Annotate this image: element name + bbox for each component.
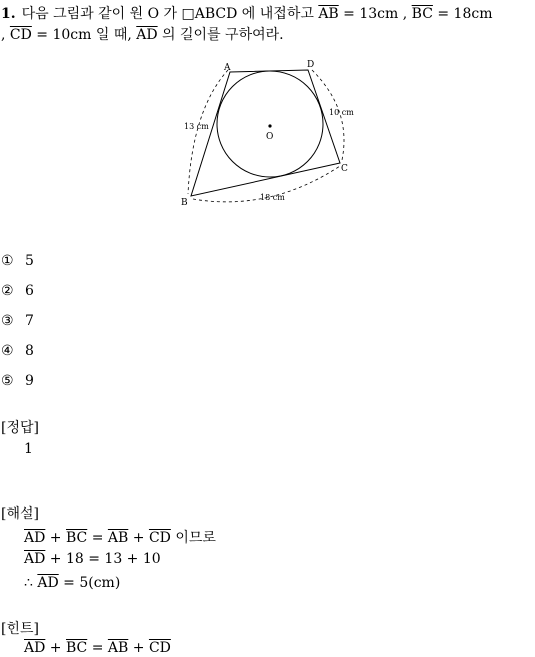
equation-rest: + 18 = 13 + 10 xyxy=(45,551,161,567)
choice-5[interactable] xyxy=(1,373,34,389)
plus-sign: + xyxy=(45,530,66,546)
segment-ab: $\overline{AB}$ xyxy=(318,6,339,22)
equation-result: = 5(cm) xyxy=(58,575,121,591)
length-bc: 18 cm xyxy=(260,193,285,202)
segment-ab: $\overline{AB}$ xyxy=(107,530,129,546)
segment-ab: $\overline{AB}$ xyxy=(107,640,129,656)
hint-label: [힌트] xyxy=(1,621,39,637)
choice-value: 5 xyxy=(25,253,34,269)
question-text-part1: 다음 그림과 같이 원 O 가 □ABCD 에 내접하고 xyxy=(21,6,319,22)
segment-cd: $\overline{CD}$ xyxy=(148,530,171,546)
choice-2[interactable] xyxy=(1,283,34,299)
segment-cd: $\overline{CD}$ xyxy=(148,640,171,656)
explanation-line-2 xyxy=(24,551,161,567)
segment-ad: $\overline{AD}$ xyxy=(24,640,46,656)
length-ab: 13 cm xyxy=(184,122,209,131)
equals-sign: = xyxy=(87,530,108,546)
choice-4[interactable] xyxy=(1,343,34,359)
hint-line xyxy=(24,640,171,656)
choice-marker: ④ xyxy=(1,343,14,359)
choice-value: 6 xyxy=(25,283,34,299)
choice-marker: ③ xyxy=(1,313,14,329)
segment-bc: $\overline{BC}$ xyxy=(411,6,433,22)
question-line-1 xyxy=(1,3,492,23)
label-c: C xyxy=(341,164,348,174)
segment-cd: $\overline{CD}$ xyxy=(9,27,32,43)
segment-ad: $\overline{AD}$ xyxy=(136,27,158,43)
choice-1[interactable] xyxy=(1,253,34,269)
choice-marker: ⑤ xyxy=(1,373,14,389)
segment-ad: $\overline{AD}$ xyxy=(37,575,59,591)
choice-value: 7 xyxy=(25,313,34,329)
question-tail: 의 길이를 구하여라. xyxy=(157,27,284,43)
equation-ab: = 13cm , xyxy=(338,6,412,22)
plus-sign: + xyxy=(45,640,66,656)
explanation-line-3 xyxy=(24,575,120,591)
plus-sign: + xyxy=(128,640,149,656)
label-o: O xyxy=(266,132,274,142)
answer-label: [정답] xyxy=(1,420,39,436)
segment-bc: $\overline{BC}$ xyxy=(65,640,88,656)
equation-cd: = 10cm 일 때, xyxy=(31,27,137,43)
segment-ad: $\overline{AD}$ xyxy=(24,551,46,567)
quadrilateral-figure xyxy=(175,57,360,212)
explanation-line-1 xyxy=(24,527,216,547)
choice-marker: ① xyxy=(1,253,14,269)
label-b: B xyxy=(181,198,188,208)
length-cd: 10 cm xyxy=(329,108,354,117)
center-point xyxy=(268,124,271,127)
comma: , xyxy=(1,27,10,43)
segment-ad: $\overline{AD}$ xyxy=(24,530,46,546)
therefore-symbol: ∴ xyxy=(24,575,38,591)
question-number: 1. xyxy=(1,6,16,22)
explanation-tail: 이므로 xyxy=(170,530,216,546)
question-line-2 xyxy=(1,24,284,44)
inscribed-circle xyxy=(217,71,323,177)
equals-sign: = xyxy=(87,640,108,656)
label-a: A xyxy=(224,63,231,73)
answer-value: 1 xyxy=(24,441,33,457)
arc-ab xyxy=(188,70,228,194)
explanation-label: [해설] xyxy=(1,506,39,522)
equation-bc: = 18cm xyxy=(432,6,493,22)
choice-marker: ② xyxy=(1,283,14,299)
choice-value: 8 xyxy=(25,343,34,359)
choice-3[interactable] xyxy=(1,313,34,329)
plus-sign: + xyxy=(128,530,149,546)
segment-bc: $\overline{BC}$ xyxy=(65,530,88,546)
label-d: D xyxy=(307,60,315,70)
choice-value: 9 xyxy=(25,373,34,389)
